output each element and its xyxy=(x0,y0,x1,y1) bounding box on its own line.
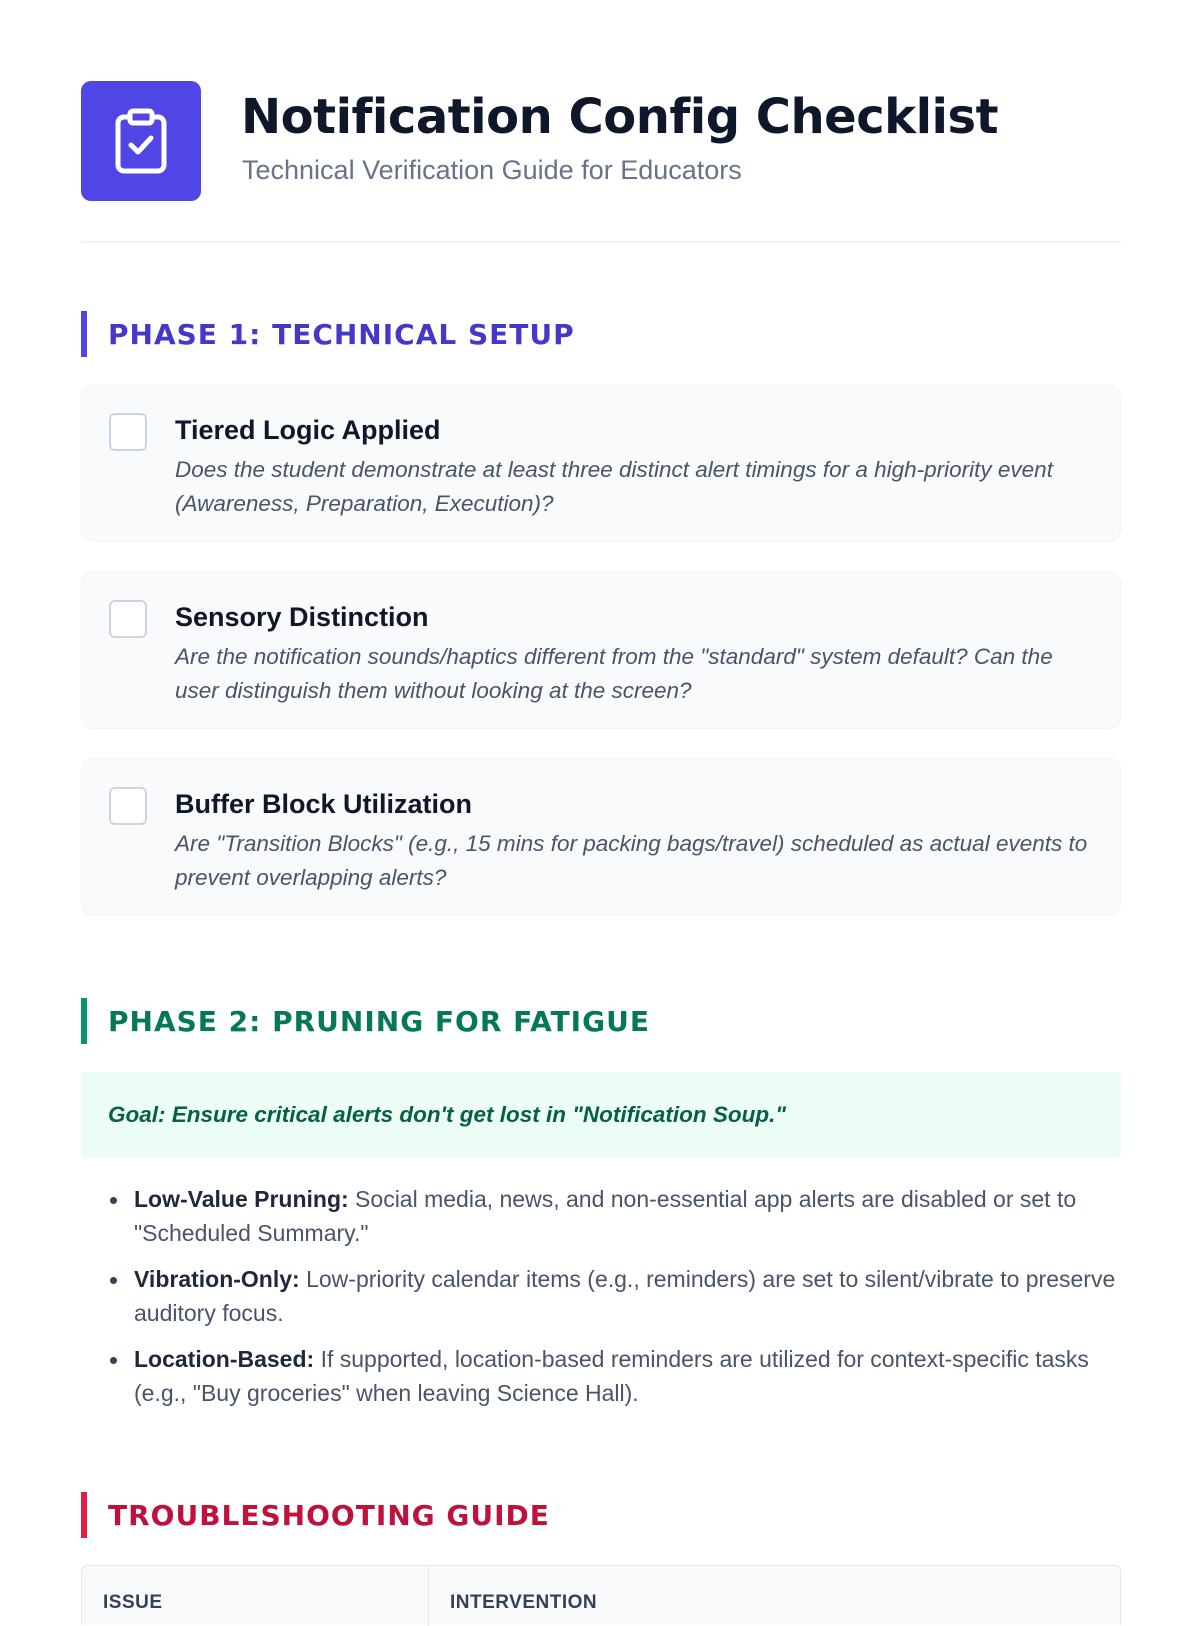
checkbox[interactable] xyxy=(109,413,147,451)
checklist-item-description: Does the student demonstrate at least three distinct alert timings for a high-priority event (Awareness, Preparation, Execution)? xyxy=(175,457,1053,516)
checklist-item xyxy=(81,571,1121,729)
table-header-intervention: INTERVENTION xyxy=(450,1592,598,1613)
clipboard-check-icon xyxy=(81,81,201,201)
page-title: Notification Config Checklist xyxy=(241,89,999,145)
document-header xyxy=(81,81,1121,243)
checklist-item-description: Are "Transition Blocks" (e.g., 15 mins for packing bags/travel) scheduled as actual events to prevent overlapping alerts? xyxy=(175,831,1088,890)
checkbox[interactable] xyxy=(109,787,147,825)
list-item xyxy=(81,1182,1121,1250)
checklist-item-description: Are the notification sounds/haptics different from the "standard" system default? Can the user distinguish them without looking at the screen? xyxy=(175,644,1053,703)
list-item-lead: Location-Based: xyxy=(134,1346,315,1372)
list-item xyxy=(81,1342,1121,1410)
list-item-text: Low-priority calendar items (e.g., reminders) are set to silent/vibrate to preserve auditory focus. xyxy=(134,1266,1116,1326)
checklist-item-title: Buffer Block Utilization xyxy=(175,789,473,819)
list-item-text: Social media, news, and non-essential app alerts are disabled or set to "Scheduled Summary." xyxy=(134,1186,1077,1246)
checklist-item xyxy=(81,758,1121,916)
list-item-text: If supported, location-based reminders are utilized for context-specific tasks (e.g., "Buy groceries" when leaving Science Hall). xyxy=(134,1346,1089,1406)
section-heading-phase2: PHASE 2: PRUNING FOR FATIGUE xyxy=(81,998,1121,1044)
table-header-issue: ISSUE xyxy=(82,1566,429,1626)
section-heading-troubleshooting: TROUBLESHOOTING GUIDE xyxy=(81,1492,1121,1538)
list-item-lead: Low-Value Pruning: xyxy=(134,1186,349,1212)
page-subtitle: Technical Verification Guide for Educators xyxy=(242,155,742,185)
list-item-lead: Vibration-Only: xyxy=(134,1266,300,1292)
section-heading-phase1: PHASE 1: TECHNICAL SETUP xyxy=(81,311,1121,357)
troubleshooting-table xyxy=(81,1565,1121,1625)
checklist-item-title: Tiered Logic Applied xyxy=(175,415,441,445)
list-item xyxy=(81,1262,1121,1330)
goal-callout: Goal: Ensure critical alerts don't get lost in "Notification Soup." xyxy=(81,1072,1121,1158)
checklist-item xyxy=(81,384,1121,542)
checklist-item-title: Sensory Distinction xyxy=(175,602,429,632)
checkbox[interactable] xyxy=(109,600,147,638)
bullet-list xyxy=(81,1182,1121,1422)
